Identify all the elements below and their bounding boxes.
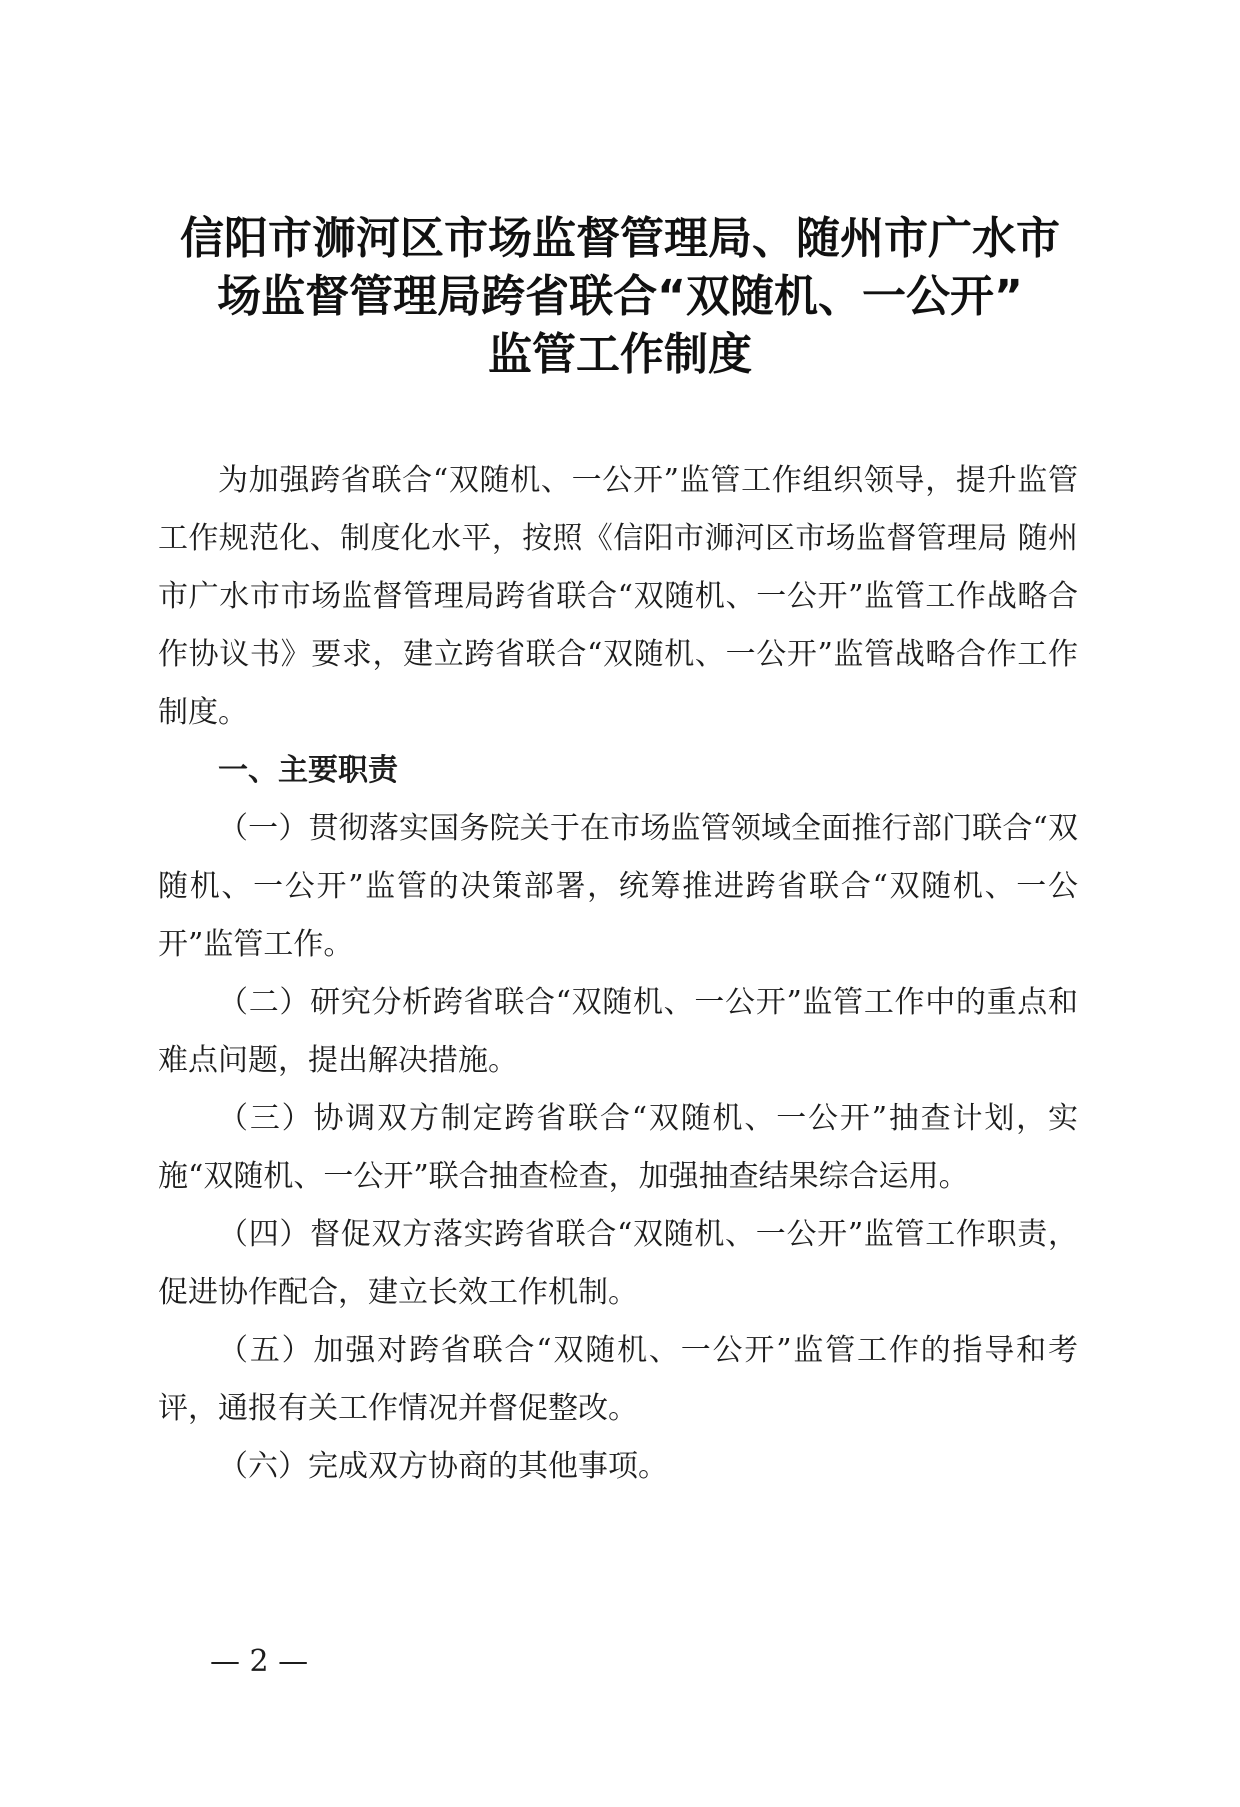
duty-item-4: （四）督促双方落实跨省联合“双随机、一公开”监管工作职责，促进协作配合，建立长效工作机制。 [158, 1217, 1078, 1310]
duty-item-1: （一）贯彻落实国务院关于在市场监管领域全面推行部门联合“双随机、一公开”监管的决策部署，统筹推进跨省联合“双随机、一公开”监管工作。 [158, 811, 1078, 962]
title-line-2: 场监督管理局跨省联合“双随机、一公开” [217, 271, 1023, 322]
section-heading: 一、主要职责 [218, 753, 398, 788]
duty-item-5: （五）加强对跨省联合“双随机、一公开”监管工作的指导和考评，通报有关工作情况并督促整改。 [158, 1333, 1078, 1426]
title-line-1: 信阳市浉河区市场监督管理局、随州市广水市 [180, 213, 1060, 264]
document-body [158, 452, 1078, 1496]
duty-item-3: （三）协调双方制定跨省联合“双随机、一公开”抽查计划，实施“双随机、一公开”联合抽查检查，加强抽查结果综合运用。 [158, 1101, 1078, 1194]
duty-item-2: （二）研究分析跨省联合“双随机、一公开”监管工作中的重点和难点问题，提出解决措施。 [158, 985, 1078, 1078]
document-title [140, 210, 1100, 384]
page-number: — 2 — [210, 1644, 309, 1679]
duty-item-6: （六）完成双方协商的其他事项。 [218, 1449, 668, 1484]
intro-paragraph: 为加强跨省联合“双随机、一公开”监管工作组织领导，提升监管工作规范化、制度化水平，按照《信阳市浉河区市场监督管理局 随州市广水市市场监督管理局跨省联合“双随机、一公开”监管工作战略合作协议书》要求，建立跨省联合“双随机、一公开”监管战略合作工作制度。 [158, 463, 1078, 730]
title-line-3: 监管工作制度 [488, 329, 752, 380]
